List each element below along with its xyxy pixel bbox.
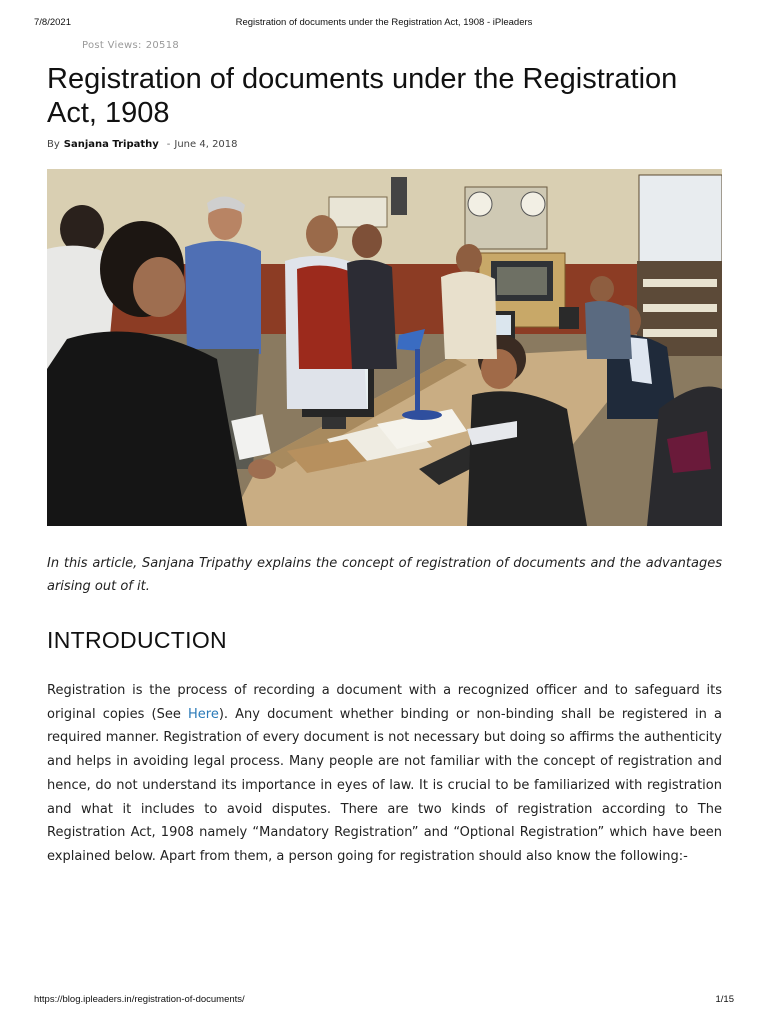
article-title: Registration of documents under the Registration Act, 1908: [47, 63, 678, 129]
byline-separator: -: [166, 139, 171, 150]
post-views: [82, 40, 183, 51]
article-body-paragraph: [47, 679, 722, 869]
print-header: [34, 17, 734, 31]
body-text-part-1: Registration is the process of recording a document with a recognized officer and to safeguard its original copies (See: [47, 683, 722, 722]
byline-prefix: By: [47, 139, 60, 150]
print-footer: [34, 994, 734, 1008]
body-text-part-2: ). Any document whether binding or non-binding shall be registered in a required manner. Registration of every document is not necessary but doing so affirms the authenticity and helps in avoiding legal process. Many people are not familiar with the concept of registration and hence, do not understand its importance in eyes of law. It is crucial to be familiarized with registration and what it includes to avoid disputes. There are two kinds of registration according to The Registration Act, 1908 namely “Mandatory Registration” and “Optional Registration” which have been explained below. Apart from them, a person going for registration should also know the following:-: [47, 706, 722, 864]
publish-date: June 4, 2018: [174, 139, 238, 150]
hero-photo: [47, 169, 722, 526]
post-views-count: 20518: [145, 40, 180, 51]
section-heading-introduction: INTRODUCTION: [47, 627, 227, 653]
author-link[interactable]: Sanjana Tripathy: [63, 139, 159, 150]
byline: [47, 139, 238, 150]
post-views-label: Post Views:: [82, 40, 142, 51]
print-url: https://blog.ipleaders.in/registration-of-documents/: [34, 994, 245, 1005]
article-intro: In this article, Sanjana Tripathy explains the concept of registration of documents and the advantages arising out of it.: [47, 556, 722, 594]
print-page-number: 1/15: [715, 994, 734, 1005]
print-page-title: Registration of documents under the Registration Act, 1908 - iPleaders: [235, 17, 533, 28]
print-date: 7/8/2021: [34, 17, 71, 28]
here-link[interactable]: Here: [188, 706, 219, 722]
